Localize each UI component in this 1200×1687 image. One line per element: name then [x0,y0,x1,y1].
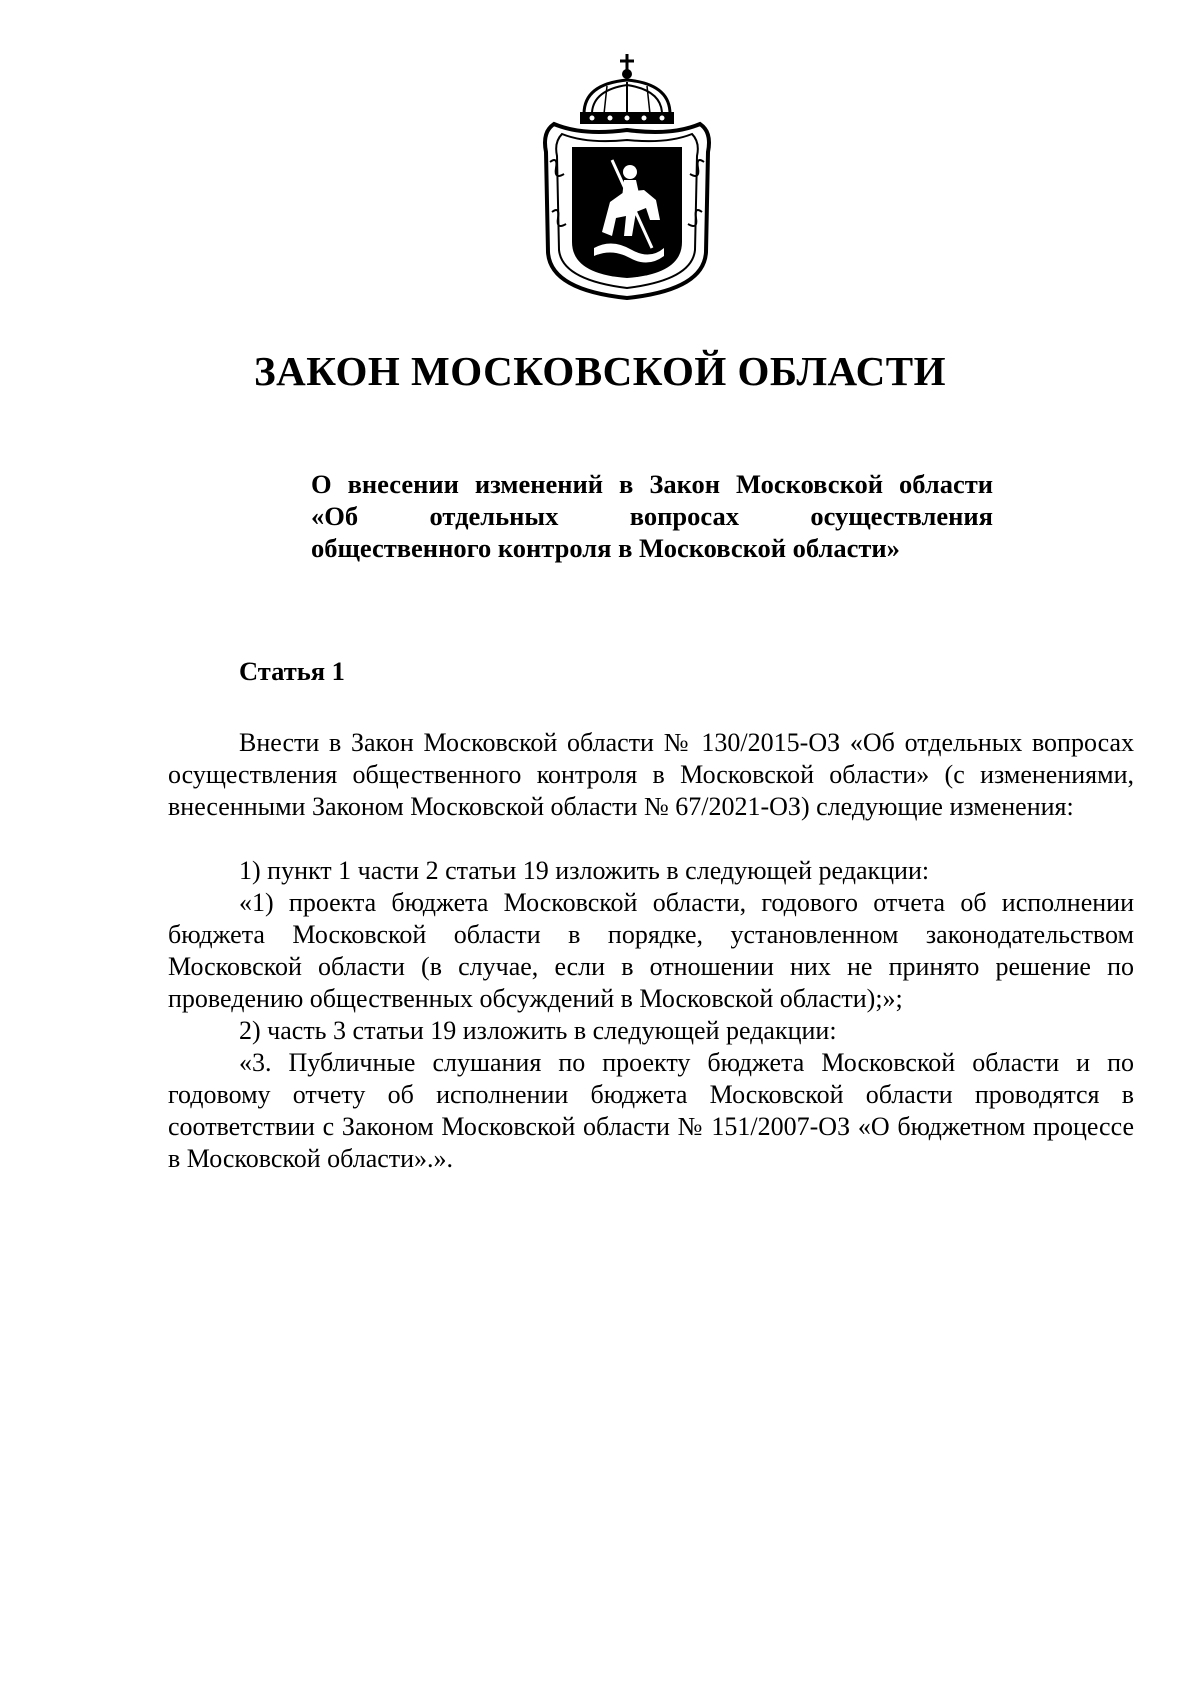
law-subject [311,468,993,564]
shield-icon [572,147,682,278]
article-body [168,727,1134,1175]
coat-of-arms-emblem [532,52,722,302]
crown-icon [580,54,674,124]
paragraph-intro: Внести в Закон Московской области № 130/2015-ОЗ «Об отдельных вопросах осуществления общественного контроля в Московской области» (с изменениями, внесенными Законом Московской области № 67/2021-ОЗ) следующие изменения: [168,728,1134,821]
paragraph-gap [168,823,1134,855]
paragraph-item-1-text: «1) проекта бюджета Московской области, годового отчета об исполнении бюджета Московской области в порядке, установленном законодательством Московской области (в случае, если в отношении них не принято решение по проведению общественных обсуждений в Московской области);»; [168,888,1134,1013]
paragraph-item-2: 2) часть 3 статьи 19 изложить в следующей редакции: [239,1016,837,1045]
paragraph-item-1: 1) пункт 1 части 2 статьи 19 изложить в следующей редакции: [239,856,930,885]
law-title: ЗАКОН МОСКОВСКОЙ ОБЛАСТИ [254,348,946,394]
subject-line: общественного контроля в Московской области» [311,533,900,563]
article-heading: Статья 1 [239,656,345,686]
paragraph-item-2-text: «3. Публичные слушания по проекту бюджета Московской области и по годовому отчету об исполнении бюджета Московской области проводятся в соответствии с Законом Московской области № 151/2007-ОЗ «О бюджетном процессе в Московской области».». [168,1048,1134,1173]
subject-line: «Об отдельных вопросах осуществления [311,501,993,531]
subject-line: О внесении изменений в Закон Московской области [311,469,993,499]
